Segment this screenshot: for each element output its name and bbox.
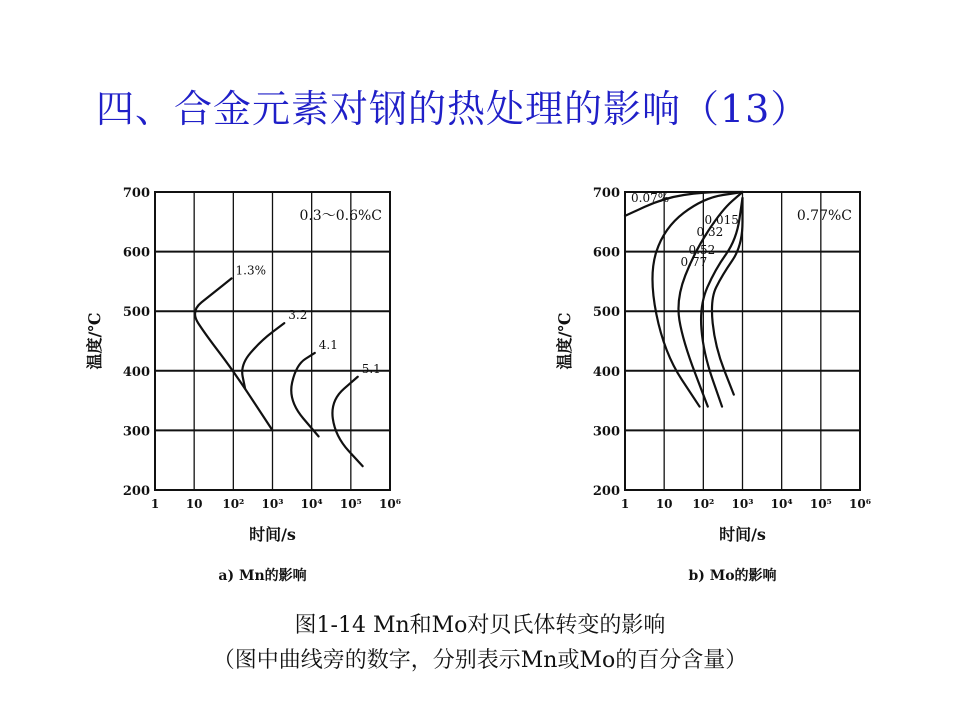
y-tick-label: 300 [122, 424, 150, 440]
x-tick-label: 10² [222, 497, 245, 511]
page-title: 四、合金元素对钢的热处理的影响（13） [96, 87, 810, 131]
chart-mo-effect [540, 170, 890, 590]
y-axis-label: 温度/℃ [85, 312, 104, 370]
series-curve-0-1 [242, 323, 284, 389]
x-tick-label: 10⁶ [849, 497, 871, 511]
chart-mn-effect [70, 170, 420, 590]
series-curve-0-2 [291, 353, 318, 436]
figure-caption-note: （图中曲线旁的数字，分别表示Mn或Mo的百分含量） [212, 648, 748, 673]
y-tick-label: 200 [122, 484, 150, 499]
y-tick-label: 600 [122, 245, 150, 261]
x-tick-label: 10⁶ [379, 497, 401, 511]
x-tick-label: 10² [692, 497, 715, 511]
x-tick-label: 10³ [731, 497, 754, 511]
series-label: 5.1 [361, 361, 381, 376]
series-label: 0.77 [680, 254, 708, 269]
x-axis-label: 时间/s [249, 525, 296, 544]
x-tick-label: 10⁵ [809, 497, 832, 511]
series-curve-0-3 [332, 377, 362, 466]
y-tick-label: 400 [592, 364, 620, 380]
series-label: 1.3% [235, 263, 267, 278]
figure-caption: 图1-14 Mn和Mo对贝氏体转变的影响 [294, 613, 666, 638]
y-tick-label: 600 [592, 245, 620, 261]
y-axis-label: 温度/℃ [555, 312, 574, 370]
x-tick-label: 10 [655, 497, 673, 511]
series-label: 4.1 [318, 337, 338, 352]
x-axis-label: 时间/s [719, 525, 766, 544]
x-tick-label: 10⁵ [339, 497, 362, 511]
y-tick-label: 500 [122, 305, 150, 321]
x-tick-label: 10⁴ [300, 497, 323, 511]
series-label: 0.07% [631, 190, 670, 205]
x-tick-label: 10⁴ [770, 497, 793, 511]
composition-annotation: 0.3～0.6%C [299, 208, 382, 224]
series-label: 0.015 [704, 213, 739, 227]
composition-annotation: 0.77%C [796, 208, 852, 224]
x-tick-label: 10 [185, 497, 203, 511]
y-tick-label: 700 [122, 186, 150, 201]
series-label: 3.2 [288, 308, 308, 323]
y-tick-label: 200 [592, 484, 620, 499]
chart-subtitle: b) Mo的影响 [688, 568, 777, 584]
chart-subtitle: a) Mn的影响 [218, 568, 307, 584]
x-tick-label: 1 [150, 497, 160, 511]
y-tick-label: 500 [592, 305, 620, 321]
y-tick-label: 300 [592, 424, 620, 440]
y-tick-label: 400 [122, 364, 150, 380]
series-label: 0.32 [696, 225, 724, 239]
x-tick-label: 10³ [261, 497, 284, 511]
y-tick-label: 700 [592, 186, 620, 201]
x-tick-label: 1 [620, 497, 630, 511]
series-label: 0.52 [688, 242, 716, 257]
